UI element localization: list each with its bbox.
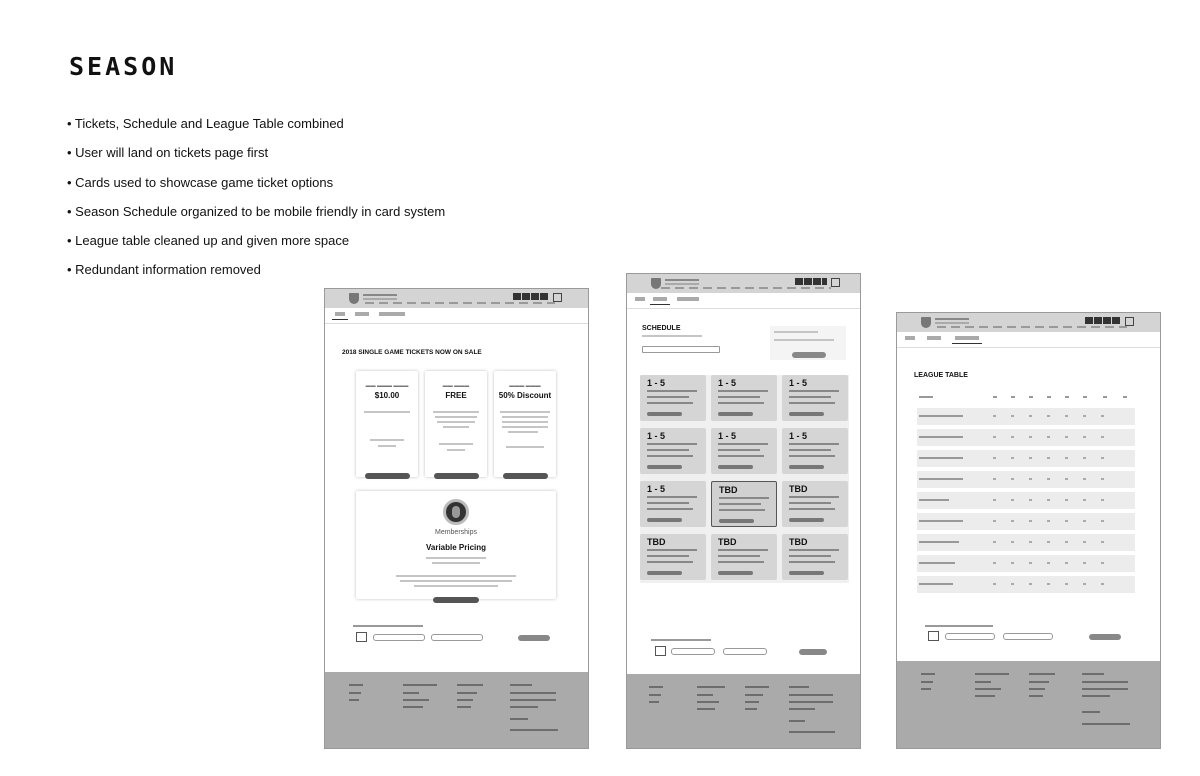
tab-league-table[interactable] xyxy=(677,297,699,301)
cart-icon[interactable] xyxy=(831,278,840,287)
membership-title: Variable Pricing xyxy=(425,543,487,552)
site-footer xyxy=(897,661,1160,748)
main-nav[interactable] xyxy=(661,287,831,289)
game-card[interactable]: TBD xyxy=(782,481,848,527)
ticket-card xyxy=(425,371,487,477)
tab-tickets[interactable] xyxy=(905,336,915,340)
game-card[interactable]: TBD xyxy=(782,534,848,580)
club-logo-icon xyxy=(651,278,661,289)
site-header xyxy=(897,313,1160,332)
table-row xyxy=(917,450,1135,467)
tickets-mockup xyxy=(324,288,589,749)
game-card[interactable]: 1 - 5 xyxy=(711,428,777,474)
membership-card xyxy=(356,491,556,599)
feature-item: • Redundant information removed xyxy=(67,262,261,278)
tab-league-table[interactable] xyxy=(379,312,405,316)
ticket-price: FREE xyxy=(445,391,467,400)
newsletter-label xyxy=(925,625,993,627)
ticket-price: 50% Discount xyxy=(498,391,552,400)
table-row xyxy=(917,492,1135,509)
feature-item: • User will land on tickets page first xyxy=(67,145,269,161)
table-row xyxy=(917,555,1135,572)
game-card-selected[interactable]: TBD xyxy=(711,481,777,527)
header-sponsor-blocks xyxy=(795,278,827,285)
feature-item: • Tickets, Schedule and League Table combined xyxy=(67,116,344,131)
club-name xyxy=(935,318,969,320)
schedule-filter-select[interactable] xyxy=(642,346,720,353)
ticket-card xyxy=(356,371,418,477)
site-footer xyxy=(325,672,588,748)
promo-button[interactable] xyxy=(792,352,826,358)
subscribe-button[interactable] xyxy=(799,649,827,655)
game-card[interactable]: 1 - 5 xyxy=(640,375,706,421)
tab-schedule[interactable] xyxy=(927,336,941,340)
newsletter-name-input[interactable] xyxy=(373,634,425,641)
table-row xyxy=(917,429,1135,446)
feature-list xyxy=(67,114,445,290)
table-row xyxy=(917,513,1135,530)
table-row xyxy=(917,576,1135,593)
game-card[interactable]: 1 - 5 xyxy=(640,481,706,527)
ticket-type-label: ▬▬ ▬▬▬ ▬▬▬ xyxy=(365,383,409,389)
cart-icon[interactable] xyxy=(1125,317,1134,326)
buy-ticket-button[interactable] xyxy=(503,473,548,479)
game-card[interactable]: 1 - 5 xyxy=(782,428,848,474)
membership-badge-icon xyxy=(443,499,469,525)
mail-icon xyxy=(655,646,666,656)
ticket-type-label: ▬▬▬ ▬▬▬ xyxy=(509,383,541,389)
tab-tickets[interactable] xyxy=(635,297,645,301)
main-nav[interactable] xyxy=(937,326,1127,328)
tab-league-table[interactable] xyxy=(955,336,979,340)
header-sponsor-blocks xyxy=(513,293,549,300)
newsletter-name-input[interactable] xyxy=(945,633,995,640)
table-row xyxy=(917,408,1135,425)
feature-item: • League table cleaned up and given more space xyxy=(67,233,350,249)
game-card[interactable]: 1 - 5 xyxy=(782,375,848,421)
game-card[interactable]: TBD xyxy=(640,534,706,580)
table-row xyxy=(917,534,1135,551)
game-card[interactable]: TBD xyxy=(711,534,777,580)
table-row xyxy=(917,471,1135,488)
site-header xyxy=(325,289,588,308)
main-nav[interactable] xyxy=(365,302,555,304)
feature-item: • Cards used to showcase game ticket options xyxy=(67,174,334,190)
membership-button[interactable] xyxy=(433,597,479,603)
feature-item: • Season Schedule organized to be mobile friendly in card system xyxy=(67,203,446,219)
club-name xyxy=(665,279,699,281)
tab-tickets[interactable] xyxy=(335,312,345,316)
game-card[interactable]: 1 - 5 xyxy=(640,428,706,474)
ticket-price: $10.00 xyxy=(374,391,400,400)
buy-ticket-button[interactable] xyxy=(434,473,479,479)
ticket-card xyxy=(494,371,556,477)
site-footer xyxy=(627,674,860,748)
membership-label: Memberships xyxy=(434,529,477,536)
schedule-promo-box xyxy=(770,326,846,360)
mail-icon xyxy=(356,632,367,642)
page-title: SEASON xyxy=(69,52,178,81)
subscribe-button[interactable] xyxy=(518,635,550,641)
game-card[interactable]: 1 - 5 xyxy=(711,375,777,421)
league-table-heading: LEAGUE TABLE xyxy=(914,372,968,379)
newsletter-email-input[interactable] xyxy=(723,648,767,655)
league-table-header xyxy=(917,393,1135,401)
schedule-heading: SCHEDULE xyxy=(642,325,681,332)
mail-icon xyxy=(928,631,939,641)
season-tabs xyxy=(325,308,588,324)
newsletter-label xyxy=(651,639,711,641)
game-grid xyxy=(640,375,849,583)
club-logo-icon xyxy=(349,293,359,304)
schedule-mockup xyxy=(626,273,861,749)
tab-schedule[interactable] xyxy=(355,312,369,316)
site-header xyxy=(627,274,860,293)
newsletter-label xyxy=(353,625,423,627)
club-logo-icon xyxy=(921,317,931,328)
header-sponsor-blocks xyxy=(1085,317,1121,324)
league-table-mockup xyxy=(896,312,1161,749)
subscribe-button[interactable] xyxy=(1089,634,1121,640)
newsletter-name-input[interactable] xyxy=(671,648,715,655)
newsletter-email-input[interactable] xyxy=(1003,633,1053,640)
cart-icon[interactable] xyxy=(553,293,562,302)
season-tabs xyxy=(897,332,1160,348)
ticket-type-label: ▬▬ ▬▬▬ xyxy=(442,383,470,389)
season-tabs xyxy=(627,293,860,309)
newsletter-email-input[interactable] xyxy=(431,634,483,641)
buy-ticket-button[interactable] xyxy=(365,473,410,479)
club-name xyxy=(363,294,397,296)
tickets-heading: 2018 SINGLE GAME TICKETS NOW ON SALE xyxy=(342,349,482,356)
tab-schedule[interactable] xyxy=(653,297,667,301)
